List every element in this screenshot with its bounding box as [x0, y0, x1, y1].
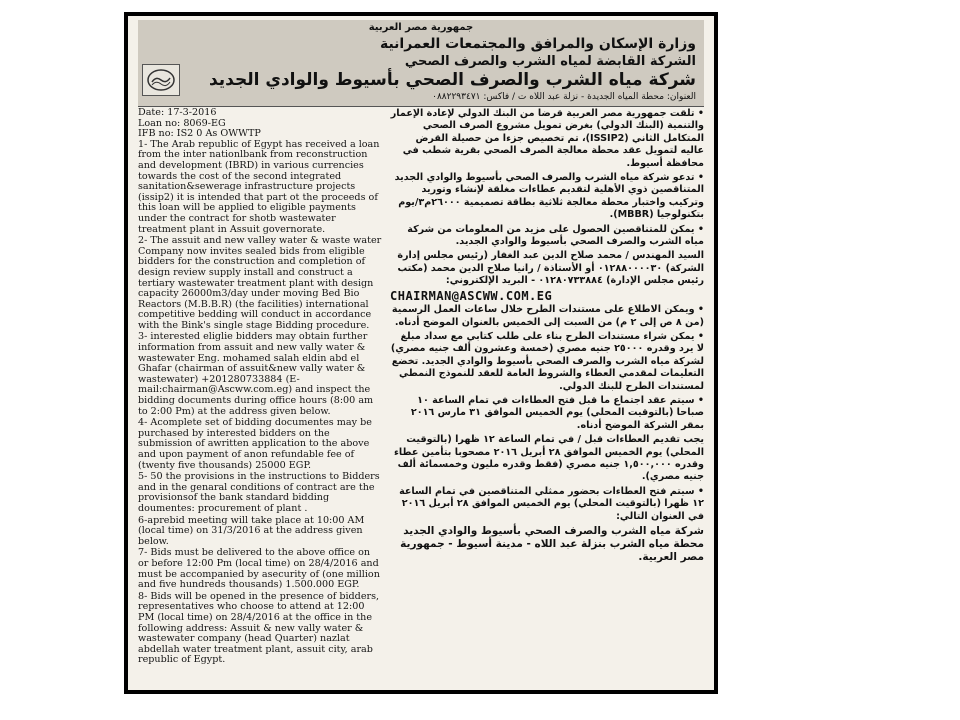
- list-item: 3- interested eliglie bidders may obtain further information from assuit and new vally water & wastewater Eng. mohamed salah eldin abd el Ghafar (chairman of assuit&new vally water & wastewater) +201280733884 (E-mail:chairman@Ascww.com.eg) and inspect the bidding documents during office hours (8:00 am to 2:00 Pm) at the address given below.: [138, 331, 374, 417]
- holding-company-name: الشركة القابضة لمياه الشرب والصرف الصحي: [404, 54, 696, 69]
- list-item: 5- 50 the provisions in the instructions to Bidders and in the genaral conditions of contract are the provisionsof the bank standard bidding doumentes: procurement of plant .: [138, 471, 380, 514]
- company-logo-icon: [142, 64, 180, 96]
- ifb-number: IFB no: IS2 0 As OWWTP: [138, 128, 261, 140]
- arabic-paragraph: • تدعو شركة مياه الشرب والصرف الصحي بأسيوط والوادي الجديد المتناقصين ذوي الأهلية لتقديم عطاءات مغلقة لإنشاء وتوريد وتركيب واختبار محطة معالجة ثلاثية بطاقة تصميمية ٢٦٠٠٠م٣/يوم بتكنولوجيا (MBBR).: [394, 172, 704, 221]
- date-line: Date: 17-3-2016: [138, 108, 217, 118]
- arabic-paragraph: • ويمكن الاطلاع على مستندات الطرح خلال ساعات العمل الرسمية (من ٨ ص إلى ٢ م) من السبت إلى الخميس بالعنوان الموضح أدناه.: [391, 304, 704, 328]
- country-name: جمهورية مصر العربية: [368, 22, 474, 33]
- arabic-paragraph: • سيتم عقد اجتماع ما قبل فتح العطاءات في تمام الساعة ١٠ صباحا (بالتوقيت المحلي) يوم الخميس الموافق ٣١ مارس ٢٠١٦ بمقر الشركة الموضح أدناه.: [410, 394, 704, 431]
- company-address: العنوان: محطة المياه الجديدة - نزلة عبد اللاه ت / فاكس: ٠٨٨٢٢٩٣٤٧١: [432, 92, 696, 102]
- company-footer-address: شركة مياه الشرب والصرف الصحي بأسيوط والوادي الجديد محطة مياه الشرب بنزلة عبد اللاه - مدينة أسيوط - جمهورية مصر العربية.: [400, 525, 704, 563]
- newspaper-clipping: [124, 12, 718, 694]
- arabic-paragraph: • تلقت جمهورية مصر العربية قرضا من البنك الدولي لإعادة الإعمار والتنمية (البنك الدولي) بغرض تمويل مشروع الصرف الصحي المتكامل الثاني (ISSIP2)، تم تخصيص جزءا من حصيلة القرض عاليه لتمويل عقد محطة معالجة الصرف الصحي بقرية شطب في محافظة أسيوط.: [390, 108, 704, 169]
- loan-number: Loan no: 8069-EG: [138, 117, 226, 129]
- list-item: 1- The Arab republic of Egypt has received a loan from the inter nationlbank from reconstruction and development (IBRD) in various currencies towards the cost of the second integrated sanitation&sewerage infrastructure projects (issip2) it is intended that part ot the proceeds of this loan will be applied to eligible payments under the contract for shotb wastewater treatment plant in Assuit governorate.: [138, 138, 380, 235]
- list-item: 7- Bids must be delivered to the above office on or before 12:00 Pm (local time) on 28/4/2016 and must be accompanied by asecurity of (one million and five hundreds thousands) 1.500.000 EGP.: [138, 547, 380, 591]
- list-item: 6-aprebid meeting will take place at 10:00 AM (local time) on 31/3/2016 at the address given below.: [138, 514, 365, 547]
- list-item: 2- The assuit and new valley water & waste water Company now invites sealed bids from eligible bidders for the construction and completion of design review supply install and construct a tertiary wastewater treatment plant with design capacity 26000m3/day under moving Bed Bio Reactors (M.B.B.R) (the facilities) international competitive bedding will conduct in accordance with the Bink's single stage Bidding procedure.: [138, 235, 382, 331]
- list-item: 8- Bids will be opened in the presence of bidders, representatives who choose to attend at 12:00 PM (local time) on 28/4/2016 at the office in the following address: Assuit & new vally water & wastewater company (head Quarter) nazlat abdellah water treatment plant, assuit city, arab republic of Egypt.: [138, 590, 380, 666]
- company-name: شركة مياه الشرب والصرف الصحي بأسيوط والوادي الجديد: [208, 70, 696, 90]
- arabic-paragraph: السيد المهندس / محمد صلاح الدين عبد الغفار (رئيس مجلس إدارة الشركة) ٠١٢٨٨٠٠٠٠٣٠ أو الأستاذة / رانيا صلاح الدين محمد (مكتب رئيس مجلس الإدارة) ٠١٢٨٠٧٣٣٨٨٤ - البريد الإلكتروني:: [397, 250, 704, 287]
- masthead: [138, 20, 704, 107]
- arabic-announcement: [390, 108, 704, 686]
- arabic-paragraph: يجب تقديم العطاءات قبل / في تمام الساعة ١٢ ظهرا (بالتوقيت المحلي) يوم الخميس الموافق ٢٨ أبريل ٢٠١٦ مصحوبا بتأمين عطاء وقدره ١,٥٠٠,٠٠٠ جنيه مصري (فقط وقدره مليون وخمسمائة ألف جنيه مصري).: [394, 434, 704, 483]
- list-item: 4- Acomplete set of bidding documentes may be purchased by interested bidders on the submission of awritten application to the above and upon payment of anon refundable fee of (twenty five thousands) 25000 EGP.: [138, 417, 372, 471]
- arabic-paragraph: • سيتم فتح العطاءات بحضور ممثلي المتناقصين في تمام الساعة ١٢ ظهرا (بالتوقيت المحلي) يوم الخميس الموافق ٢٨ أبريل ٢٠١٦ في العنوان التالي:: [399, 485, 704, 522]
- contact-email: CHAIRMAN@ASCWW.COM.EG: [390, 288, 553, 303]
- ministry-name: وزارة الإسكان والمرافق والمجتمعات العمرانية: [379, 36, 696, 52]
- english-items-list: [138, 140, 382, 666]
- arabic-paragraph: • يمكن للمتناقصين الحصول على مزيد من المعلومات من شركة مياه الشرب والصرف الصحي بأسيوط والوادي الجديد.: [407, 223, 704, 248]
- arabic-paragraph: • يمكن شراء مستندات الطرح بناء على طلب كتابي مع سداد مبلغ لا يرد وقدره ٢٥٠٠٠ جنيه مصري (خمسة وعشرون ألف جنيه مصري) لشركة مياه الشرب والصرف الصحي بأسيوط والوادي الجديد. تخضع التعليمات لمقدمي العطاء والشروط العامة للعقد للنموذج النمطي لمستندات الطرح للبنك الدولي.: [390, 330, 704, 392]
- english-announcement: [138, 108, 382, 686]
